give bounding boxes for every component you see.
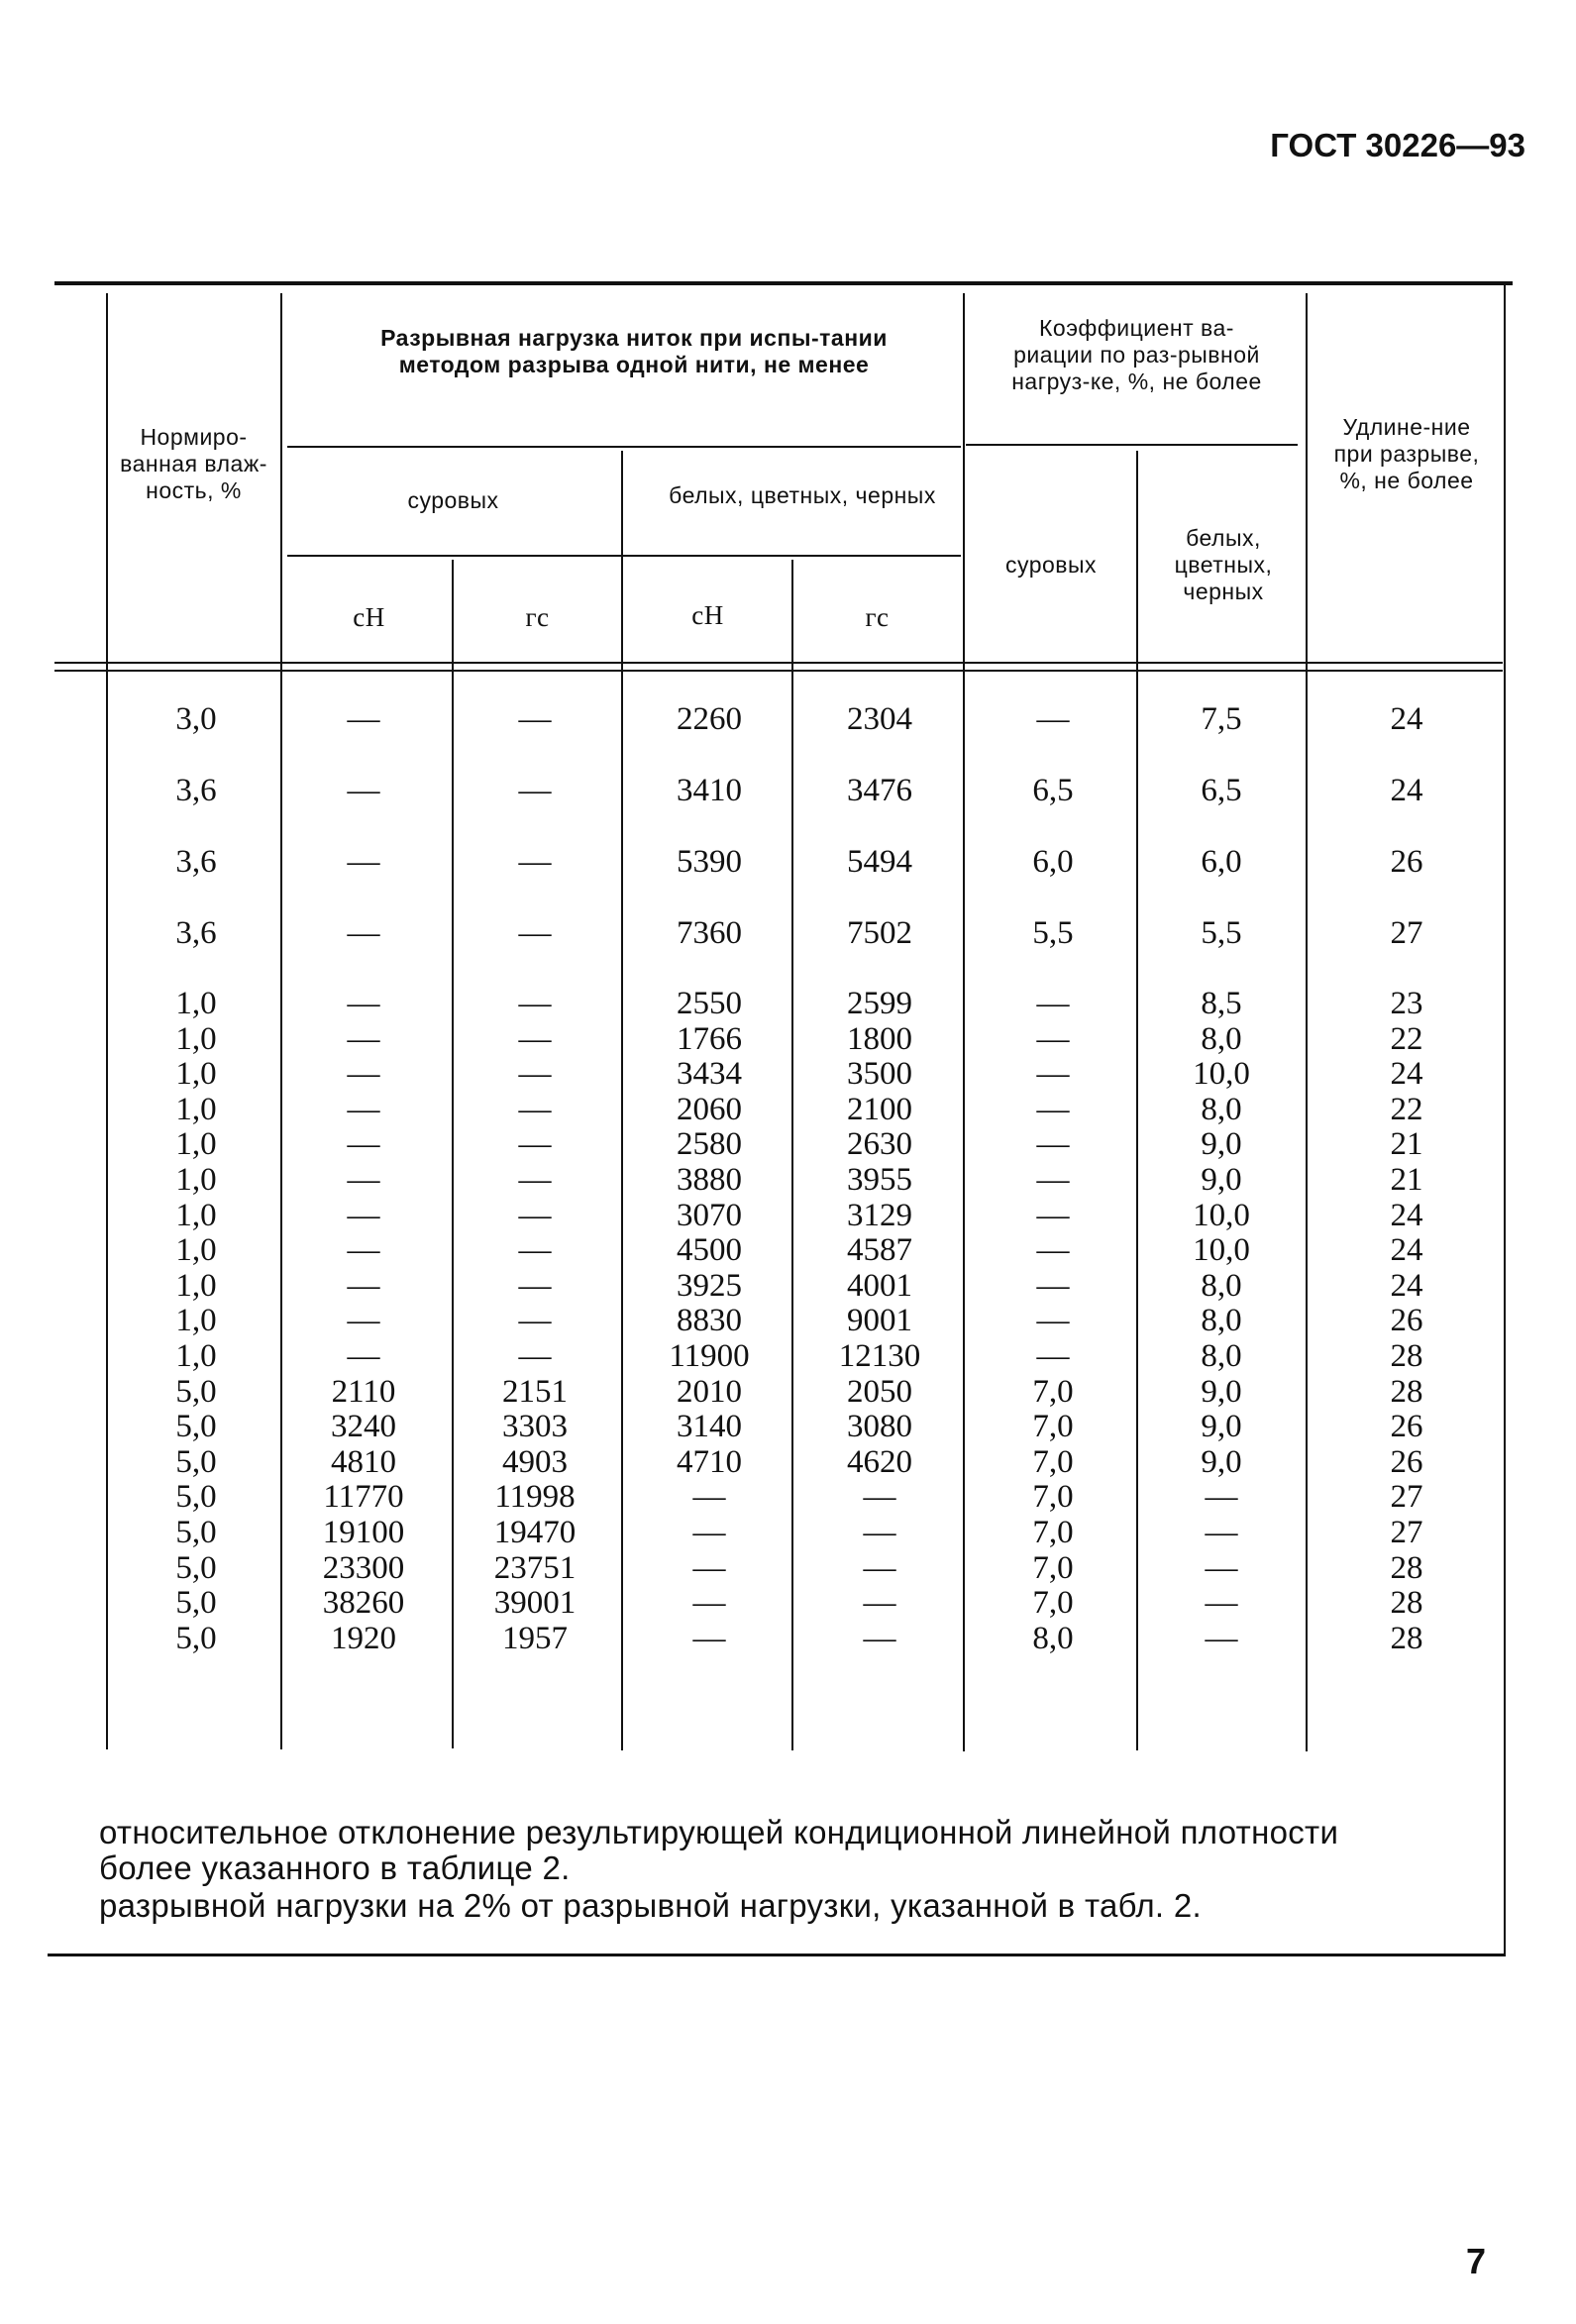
cell-elongation: 21 xyxy=(1390,1126,1423,1163)
cell-humidity: 3,6 xyxy=(175,915,217,951)
cell-coef-white: 10,0 xyxy=(1193,1232,1250,1269)
cell-humidity: 5,0 xyxy=(175,1409,217,1445)
cell-humidity: 5,0 xyxy=(175,1549,217,1586)
cell-elongation: 24 xyxy=(1390,701,1423,737)
cell-elongation: 24 xyxy=(1390,1056,1423,1093)
header-gs-raw: гс xyxy=(525,602,550,632)
cell-coef-raw: — xyxy=(1036,1091,1070,1127)
cell-raw-gs: — xyxy=(518,1197,552,1233)
cell-raw-cn: — xyxy=(347,1020,380,1057)
header-gs-white: гс xyxy=(865,602,890,632)
header-cn-raw: сН xyxy=(353,602,385,632)
cell-raw-gs: — xyxy=(518,1056,552,1093)
cell-coef-raw: — xyxy=(1036,1303,1070,1339)
header-rule-units xyxy=(287,555,961,557)
cell-coef-white: 10,0 xyxy=(1193,1056,1250,1093)
cell-elongation: 22 xyxy=(1390,1091,1423,1127)
header-rule-coef xyxy=(966,444,1298,446)
header-bottom-rule-2 xyxy=(54,670,1503,672)
cell-humidity: 1,0 xyxy=(175,1056,217,1093)
cell-raw-gs: — xyxy=(518,844,552,880)
cell-white-gs: 5494 xyxy=(847,844,912,880)
cell-humidity: 5,0 xyxy=(175,1373,217,1410)
cell-humidity: 1,0 xyxy=(175,1338,217,1374)
cell-raw-cn: — xyxy=(347,1056,380,1093)
cell-elongation: 23 xyxy=(1390,986,1423,1021)
cell-white-gs: — xyxy=(863,1549,896,1586)
table-top-rule xyxy=(54,281,1513,285)
cell-raw-gs: — xyxy=(518,915,552,951)
cell-white-cn: 3140 xyxy=(677,1409,742,1445)
cell-coef-white: — xyxy=(1205,1549,1238,1586)
header-coef-white: белых, цветных, черных xyxy=(1174,525,1273,604)
header-white: белых, цветных, черных xyxy=(669,482,936,508)
cell-white-cn: — xyxy=(692,1549,726,1586)
cell-coef-raw: — xyxy=(1036,1267,1070,1304)
cell-humidity: 1,0 xyxy=(175,1267,217,1304)
cell-coef-raw: 7,0 xyxy=(1032,1373,1074,1410)
page-number: 7 xyxy=(1466,2241,1487,2281)
cell-raw-gs: — xyxy=(518,1126,552,1163)
cell-raw-cn: — xyxy=(347,844,380,880)
cell-white-cn: — xyxy=(692,1585,726,1622)
table-bottom-rule xyxy=(48,1954,1506,1956)
cell-elongation: 28 xyxy=(1390,1549,1423,1586)
cell-humidity: 1,0 xyxy=(175,986,217,1021)
cell-raw-cn: — xyxy=(347,1303,380,1339)
cell-white-gs: 3500 xyxy=(847,1056,912,1093)
cell-white-cn: 1766 xyxy=(677,1020,742,1057)
cell-coef-raw: 7,0 xyxy=(1032,1479,1074,1516)
cell-white-gs: 2100 xyxy=(847,1091,912,1127)
cell-white-gs: 1800 xyxy=(847,1020,912,1057)
note-line-1: относительное отклонение результирующей кондиционной линейной плотности xyxy=(99,1814,1339,1850)
cell-coef-raw: — xyxy=(1036,1020,1070,1057)
cell-coef-raw: — xyxy=(1036,1197,1070,1233)
header-elongation: Удлине-ние при разрыве, %, не более xyxy=(1333,414,1480,493)
cell-coef-white: 9,0 xyxy=(1201,1126,1242,1163)
cell-humidity: 5,0 xyxy=(175,1515,217,1550)
cell-white-gs: — xyxy=(863,1620,896,1656)
cell-raw-cn: — xyxy=(347,1338,380,1374)
cell-coef-white: 8,0 xyxy=(1201,1091,1242,1127)
cell-white-gs: — xyxy=(863,1515,896,1550)
cell-white-gs: 2304 xyxy=(847,701,912,737)
cell-coef-raw: 7,0 xyxy=(1032,1409,1074,1445)
cell-white-gs: 4001 xyxy=(847,1267,912,1304)
cell-raw-cn: — xyxy=(347,1267,380,1304)
cell-white-gs: — xyxy=(863,1479,896,1516)
cell-white-gs: 3476 xyxy=(847,773,912,808)
cell-elongation: 22 xyxy=(1390,1020,1423,1057)
cell-coef-raw: 7,0 xyxy=(1032,1515,1074,1550)
cell-white-cn: 4710 xyxy=(677,1443,742,1480)
cell-white-cn: 5390 xyxy=(677,844,742,880)
cell-raw-gs: 19470 xyxy=(493,1515,577,1550)
cell-white-cn: 3925 xyxy=(677,1267,742,1304)
cell-white-cn: 11900 xyxy=(669,1338,750,1374)
cell-humidity: 5,0 xyxy=(175,1479,217,1516)
cell-coef-raw: — xyxy=(1036,1162,1070,1198)
column-divider xyxy=(1306,293,1308,1751)
cell-humidity: 3,6 xyxy=(175,773,217,808)
cell-raw-cn: — xyxy=(347,1126,380,1163)
cell-humidity: 1,0 xyxy=(175,1020,217,1057)
cell-white-cn: 2580 xyxy=(677,1126,742,1163)
cell-white-gs: 3080 xyxy=(847,1409,912,1445)
cell-elongation: 24 xyxy=(1390,1267,1423,1304)
cell-raw-cn: — xyxy=(347,986,380,1021)
cell-elongation: 27 xyxy=(1390,1515,1423,1550)
cell-elongation: 27 xyxy=(1390,1479,1423,1516)
cell-elongation: 28 xyxy=(1390,1338,1423,1374)
cell-white-gs: — xyxy=(863,1585,896,1622)
header-coef-raw: суровых xyxy=(1004,552,1098,578)
cell-white-gs: 2630 xyxy=(847,1126,912,1163)
cell-white-cn: 2260 xyxy=(677,701,742,737)
cell-white-gs: 9001 xyxy=(847,1303,912,1339)
cell-white-cn: 3434 xyxy=(677,1056,742,1093)
cell-elongation: 26 xyxy=(1390,844,1423,880)
cell-raw-gs: 23751 xyxy=(493,1549,577,1586)
cell-raw-cn: 3240 xyxy=(331,1409,396,1445)
cell-raw-cn: 19100 xyxy=(322,1515,405,1550)
cell-white-cn: 2550 xyxy=(677,986,742,1021)
cell-white-cn: 7360 xyxy=(677,915,742,951)
cell-humidity: 5,0 xyxy=(175,1585,217,1622)
cell-white-gs: 3955 xyxy=(847,1162,912,1198)
cell-elongation: 26 xyxy=(1390,1409,1423,1445)
cell-raw-cn: — xyxy=(347,1232,380,1269)
cell-elongation: 26 xyxy=(1390,1443,1423,1480)
cell-coef-raw: — xyxy=(1036,1338,1070,1374)
cell-coef-raw: — xyxy=(1036,701,1070,737)
cell-raw-cn: — xyxy=(347,1091,380,1127)
cell-coef-white: 6,0 xyxy=(1201,844,1242,880)
cell-white-cn: 4500 xyxy=(677,1232,742,1269)
cell-raw-cn: 11770 xyxy=(323,1479,404,1516)
cell-raw-cn: 4810 xyxy=(331,1443,396,1480)
cell-coef-white: 5,5 xyxy=(1201,915,1242,951)
cell-white-gs: 3129 xyxy=(847,1197,912,1233)
note-line-2: более указанного в таблице 2. xyxy=(99,1849,571,1886)
cell-elongation: 24 xyxy=(1390,1197,1423,1233)
header-raw: суровых xyxy=(407,487,499,513)
cell-raw-gs: — xyxy=(518,1338,552,1374)
header-coef: Коэффициент ва-риации по раз-рывной нагруз-ке, %, не более xyxy=(1011,315,1262,394)
header-breaking-load: Разрывная нагрузка ниток при испы-тании методом разрыва одной нити, не менее xyxy=(380,325,888,377)
cell-raw-cn: 23300 xyxy=(322,1549,405,1586)
cell-raw-cn: 38260 xyxy=(322,1585,405,1622)
cell-elongation: 24 xyxy=(1390,1232,1423,1269)
cell-raw-gs: 2151 xyxy=(502,1373,568,1410)
cell-humidity: 1,0 xyxy=(175,1232,217,1269)
cell-coef-raw: 8,0 xyxy=(1032,1620,1074,1656)
cell-raw-gs: — xyxy=(518,1303,552,1339)
cell-white-cn: 2060 xyxy=(677,1091,742,1127)
cell-coef-white: 7,5 xyxy=(1201,701,1242,737)
cell-white-cn: 2010 xyxy=(677,1373,742,1410)
cell-coef-raw: 7,0 xyxy=(1032,1585,1074,1622)
header-bottom-rule-1 xyxy=(54,662,1503,664)
cell-raw-gs: — xyxy=(518,701,552,737)
cell-humidity: 1,0 xyxy=(175,1091,217,1127)
cell-raw-gs: 3303 xyxy=(502,1409,568,1445)
cell-coef-raw: — xyxy=(1036,1232,1070,1269)
cell-raw-cn: — xyxy=(347,701,380,737)
cell-coef-white: 8,0 xyxy=(1201,1020,1242,1057)
cell-humidity: 3,6 xyxy=(175,844,217,880)
cell-white-cn: 3410 xyxy=(677,773,742,808)
cell-raw-gs: 4903 xyxy=(502,1443,568,1480)
cell-coef-white: 8,0 xyxy=(1201,1267,1242,1304)
cell-coef-raw: — xyxy=(1036,1126,1070,1163)
cell-coef-raw: 7,0 xyxy=(1032,1443,1074,1480)
cell-white-cn: 3070 xyxy=(677,1197,742,1233)
cell-white-gs: 12130 xyxy=(838,1338,921,1374)
cell-raw-gs: — xyxy=(518,986,552,1021)
cell-white-cn: 8830 xyxy=(677,1303,742,1339)
note-line-3: разрывной нагрузки на 2% от разрывной нагрузки, указанной в табл. 2. xyxy=(99,1887,1202,1924)
cell-raw-cn: — xyxy=(347,915,380,951)
cell-white-gs: 7502 xyxy=(847,915,912,951)
cell-coef-white: 9,0 xyxy=(1201,1162,1242,1198)
cell-humidity: 5,0 xyxy=(175,1620,217,1656)
cell-white-cn: — xyxy=(692,1620,726,1656)
cell-white-gs: 4620 xyxy=(847,1443,912,1480)
cell-coef-raw: 5,5 xyxy=(1032,915,1074,951)
cell-raw-gs: — xyxy=(518,1232,552,1269)
cell-humidity: 5,0 xyxy=(175,1443,217,1480)
cell-coef-white: — xyxy=(1205,1585,1238,1622)
cell-raw-gs: — xyxy=(518,1267,552,1304)
cell-coef-white: — xyxy=(1205,1479,1238,1516)
cell-coef-raw: 6,0 xyxy=(1032,844,1074,880)
cell-coef-raw: 7,0 xyxy=(1032,1549,1074,1586)
document-code: ГОСТ 30226—93 xyxy=(1270,127,1525,163)
cell-elongation: 26 xyxy=(1390,1303,1423,1339)
cell-coef-raw: — xyxy=(1036,986,1070,1021)
cell-white-cn: — xyxy=(692,1479,726,1516)
cell-coef-white: 8,0 xyxy=(1201,1338,1242,1374)
cell-coef-white: 9,0 xyxy=(1201,1373,1242,1410)
cell-humidity: 1,0 xyxy=(175,1303,217,1339)
cell-raw-cn: — xyxy=(347,1197,380,1233)
cell-white-cn: 3880 xyxy=(677,1162,742,1198)
cell-raw-gs: — xyxy=(518,1162,552,1198)
cell-raw-cn: 2110 xyxy=(331,1373,396,1410)
cell-raw-gs: — xyxy=(518,1020,552,1057)
cell-elongation: 28 xyxy=(1390,1620,1423,1656)
cell-coef-white: 8,5 xyxy=(1201,986,1242,1021)
cell-white-cn: — xyxy=(692,1515,726,1550)
cell-coef-white: 9,0 xyxy=(1201,1409,1242,1445)
cell-coef-white: — xyxy=(1205,1620,1238,1656)
column-divider xyxy=(106,293,108,1749)
cell-raw-cn: — xyxy=(347,1162,380,1198)
cell-elongation: 28 xyxy=(1390,1373,1423,1410)
cell-raw-gs: 39001 xyxy=(493,1585,577,1622)
column-divider xyxy=(621,451,623,1750)
cell-humidity: 1,0 xyxy=(175,1197,217,1233)
cell-humidity: 1,0 xyxy=(175,1162,217,1198)
header-humidity: Нормиро-ванная влаж-ность, % xyxy=(120,424,267,503)
header-cn-white: сН xyxy=(691,600,724,630)
cell-raw-gs: 1957 xyxy=(502,1620,568,1656)
cell-raw-gs: — xyxy=(518,1091,552,1127)
cell-raw-gs: — xyxy=(518,773,552,808)
cell-elongation: 21 xyxy=(1390,1162,1423,1198)
cell-humidity: 3,0 xyxy=(175,701,217,737)
cell-white-gs: 2050 xyxy=(847,1373,912,1410)
cell-coef-white: 6,5 xyxy=(1201,773,1242,808)
header-rule-breaking-load xyxy=(287,446,961,448)
right-border xyxy=(1504,281,1506,1955)
cell-white-gs: 2599 xyxy=(847,986,912,1021)
cell-humidity: 1,0 xyxy=(175,1126,217,1163)
cell-elongation: 27 xyxy=(1390,915,1423,951)
cell-white-gs: 4587 xyxy=(847,1232,912,1269)
cell-coef-raw: 6,5 xyxy=(1032,773,1074,808)
cell-coef-raw: — xyxy=(1036,1056,1070,1093)
cell-raw-cn: 1920 xyxy=(331,1620,396,1656)
cell-coef-white: 10,0 xyxy=(1193,1197,1250,1233)
cell-coef-white: 8,0 xyxy=(1201,1303,1242,1339)
cell-elongation: 28 xyxy=(1390,1585,1423,1622)
cell-elongation: 24 xyxy=(1390,773,1423,808)
cell-raw-gs: 11998 xyxy=(494,1479,576,1516)
cell-coef-white: 9,0 xyxy=(1201,1443,1242,1480)
cell-coef-white: — xyxy=(1205,1515,1238,1550)
cell-raw-cn: — xyxy=(347,773,380,808)
